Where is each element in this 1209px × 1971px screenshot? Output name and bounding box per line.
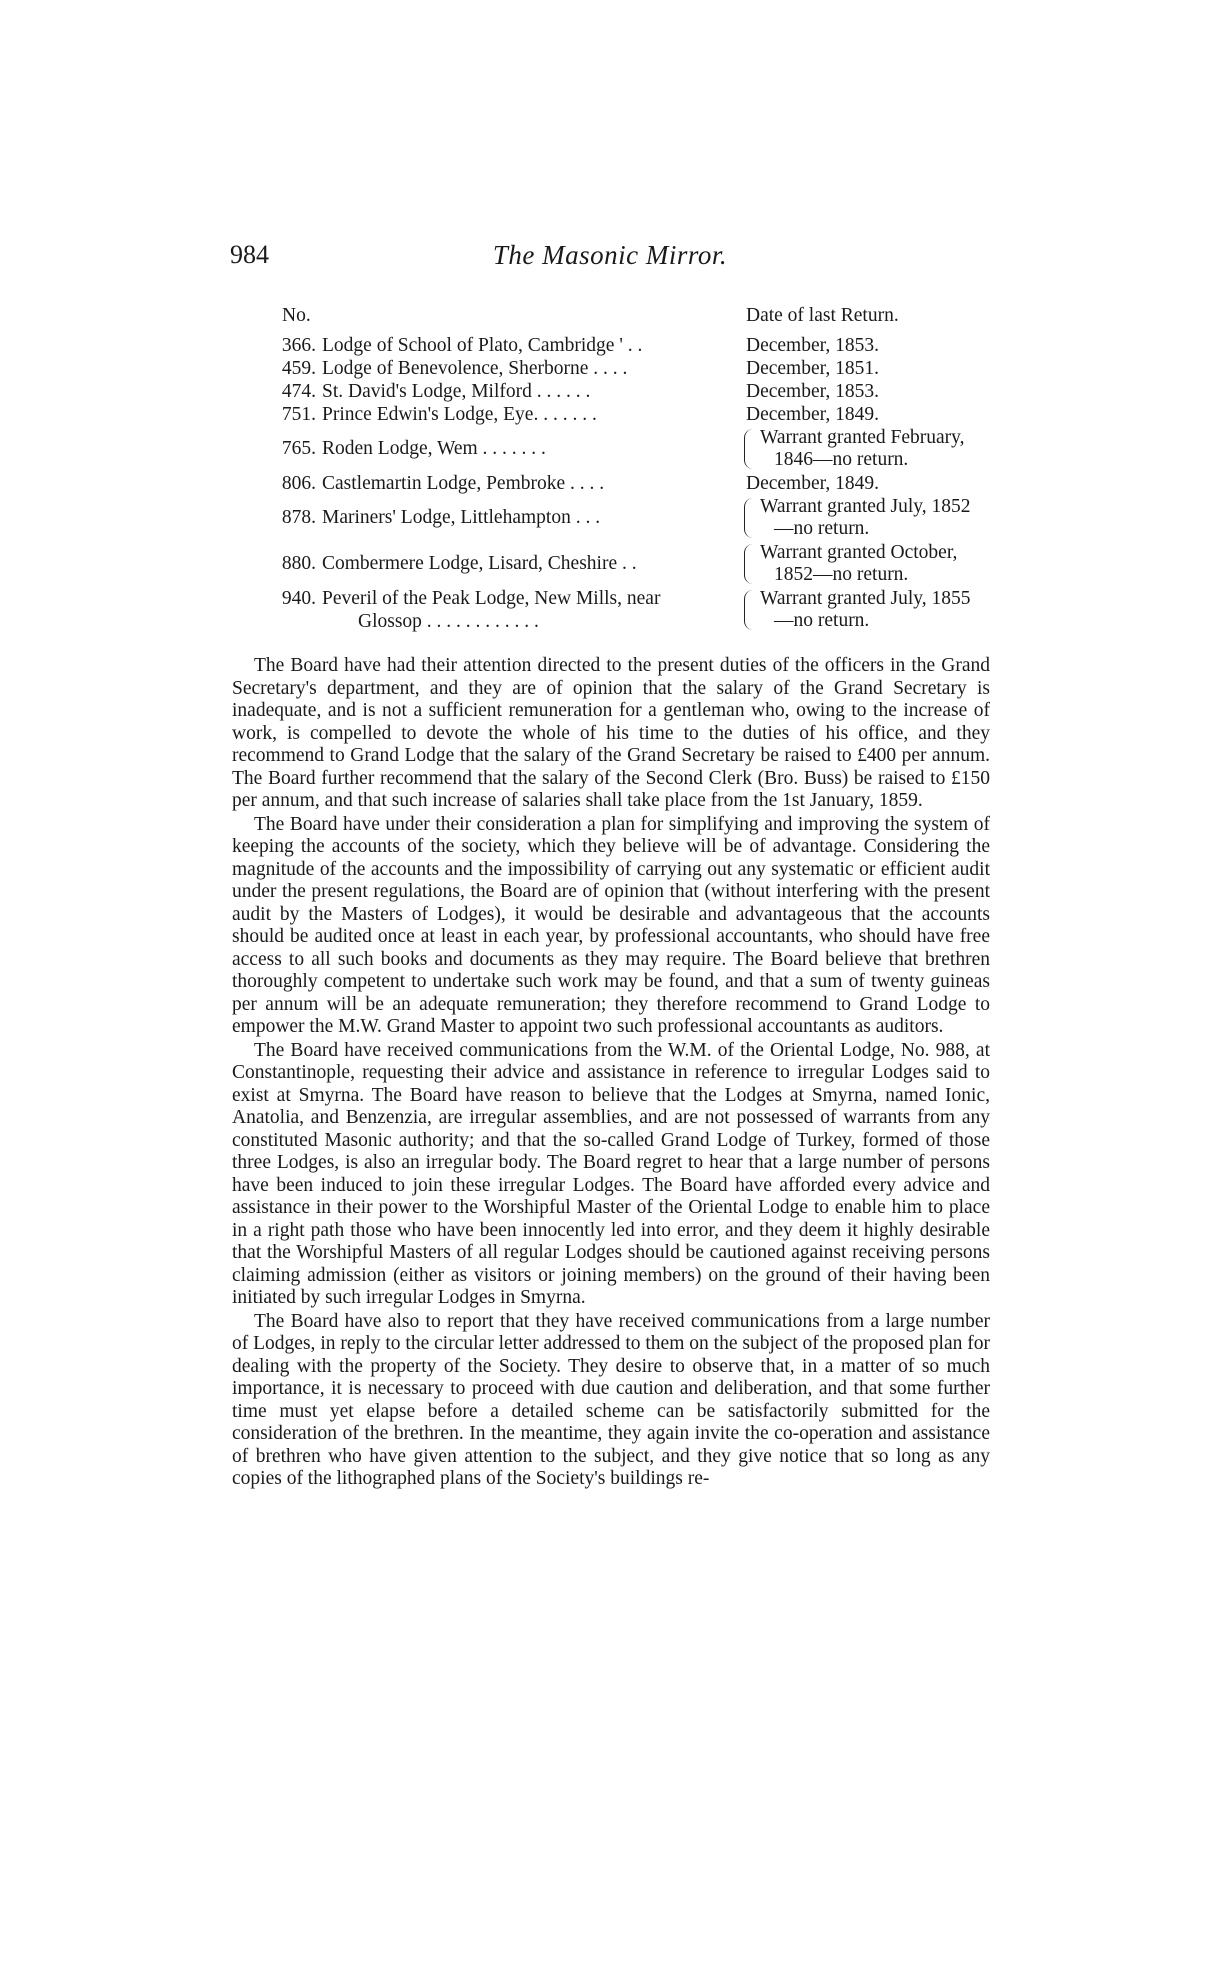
lodge-name: St. David's Lodge, Milford . . . . . .	[322, 381, 591, 402]
lodge-number: 880.	[281, 553, 316, 574]
lodge-name-line-2: Glossop . . . . . . . . . . . .	[358, 611, 539, 632]
return-line-1: Warrant granted October,	[760, 542, 958, 563]
lodge-number: 940.	[281, 588, 316, 609]
column-header-no: No.	[282, 305, 311, 326]
lodge-number: 366.	[281, 335, 316, 356]
last-return-date	[760, 496, 1000, 540]
last-return-date: December, 1849.	[746, 404, 879, 425]
last-return-date: December, 1853.	[746, 381, 879, 402]
lodge-number: 459.	[281, 358, 316, 379]
lodge-name: Mariners' Lodge, Littlehampton . . .	[322, 507, 601, 528]
lodge-returns-table	[268, 305, 990, 634]
lodge-number: 751.	[281, 404, 316, 425]
lodge-name: Lodge of Benevolence, Sherborne . . . .	[322, 358, 628, 379]
last-return-date: December, 1851.	[746, 358, 879, 379]
last-return-date	[760, 588, 1000, 632]
lodge-name: Roden Lodge, Wem . . . . . . .	[322, 438, 546, 459]
return-line-1: Warrant granted July, 1855	[760, 588, 971, 609]
table-header	[268, 305, 990, 335]
page-number: 984	[230, 240, 269, 269]
brace-mark	[744, 590, 755, 630]
lodge-name: Lodge of School of Plato, Cambridge ' . .	[322, 335, 643, 356]
lodge-number: 765.	[281, 438, 316, 459]
table-row	[268, 404, 990, 427]
return-line-2: —no return.	[774, 518, 870, 539]
last-return-date: December, 1853.	[746, 335, 879, 356]
brace-mark	[744, 429, 755, 469]
return-line-2: 1846—no return.	[774, 449, 909, 470]
column-header-date: Date of last Return.	[746, 305, 899, 326]
lodge-name: Combermere Lodge, Lisard, Cheshire . .	[322, 553, 637, 574]
body-text	[232, 655, 990, 1492]
lodge-name-line-1: Peveril of the Peak Lodge, New Mills, near	[322, 588, 661, 609]
lodge-number: 474.	[281, 381, 316, 402]
running-title: The Masonic Mirror.	[492, 240, 728, 270]
table-row	[268, 496, 990, 542]
paragraph-secretary-salary: The Board have had their attention directed to the present duties of the officers in the Grand Secretary's department, and they are of opinion that the salary of the Grand Secretary is inadequate, and is not a sufficient remuneration for a gentleman who, owing to the increase of work, is compelled to devote the whole of his time to the duties of his office, and they recommend to Grand Lodge that the salary of the Grand Secretary be raised to £400 per annum. The Board further recommend that the salary of the Second Clerk (Bro. Buss) be raised to £150 per annum, and that such increase of salaries shall take place from the 1st January, 1859.	[232, 655, 990, 811]
last-return-date	[760, 427, 1000, 471]
lodge-number: 878.	[281, 507, 316, 528]
table-row	[268, 335, 990, 358]
paragraph-smyrna-lodges: The Board have received communications from the W.M. of the Oriental Lodge, No. 988, at Constantinople, requesting their advice and assistance in reference to irregular Lodges said to exist at Smyrna. The Board have reason to believe that the Lodges at Smyrna, named Ionic, Anatolia, and Benzenzia, are irregular assemblies, and are not possessed of warrants from any constituted Masonic authority; and that the so-called Grand Lodge of Turkey, formed of those three Lodges, is also an irregular body. The Board regret to hear that a large number of persons have been induced to join these irregular Lodges. The Board have afforded every advice and assistance in their power to the Worshipful Master of the Oriental Lodge to enable him to place in a right path those who have been innocently led into error, and they deem it highly desirable that the Worshipful Masters of all regular Lodges should be cautioned against receiving persons claiming admission (either as visitors or joining members) on the ground of their having been initiated by such irregular Lodges in Smyrna.	[232, 1039, 990, 1308]
table-row	[268, 381, 990, 404]
lodge-number: 806.	[281, 473, 316, 494]
lodge-name: Castlemartin Lodge, Pembroke . . . .	[322, 473, 605, 494]
table-row	[268, 542, 990, 588]
return-line-1: Warrant granted February,	[760, 427, 965, 448]
last-return-date: December, 1849.	[746, 473, 879, 494]
table-row	[268, 427, 990, 473]
return-line-2: —no return.	[774, 610, 870, 631]
return-line-1: Warrant granted July, 1852	[760, 496, 971, 517]
lodge-name: Prince Edwin's Lodge, Eye. . . . . . .	[322, 404, 597, 425]
last-return-date	[760, 542, 1000, 586]
table-row	[268, 473, 990, 496]
return-line-2: 1852—no return.	[774, 564, 909, 585]
brace-mark	[744, 544, 755, 584]
paragraph-society-property: The Board have also to report that they have received communications from a large number of Lodges, in reply to the circular letter addressed to them on the subject of the proposed plan for dealing with the property of the Society. They desire to observe that, in a matter of so much importance, it is necessary to proceed with due caution and deliberation, and that some further time must yet elapse before a detailed scheme can be satisfactorily submitted for the consideration of the brethren. In the meantime, they again invite the co-operation and assistance of brethren who have given attention to the subject, and they give notice that so long as any copies of the lithographed plans of the Society's buildings re-	[232, 1310, 990, 1489]
table-row	[268, 588, 990, 634]
table-row	[268, 358, 990, 381]
paragraph-accounts-audit: The Board have under their consideration a plan for simplifying and improving the system of keeping the accounts of the society, which they believe will be of advantage. Considering the magnitude of the accounts and the impossibility of carrying out any systematic or efficient audit under the present regulations, the Board are of opinion that (without interfering with the present audit by the Masters of Lodges), it would be desirable and advantageous that the accounts should be audited once at least in each year, by professional accountants, who should have free access to all such books and documents as they may require. The Board believe that brethren thoroughly competent to undertake such work may be found, and that a sum of twenty guineas per annum will be an adequate remuneration; they therefore recommend to Grand Lodge to empower the M.W. Grand Master to appoint two such professional accountants as auditors.	[232, 813, 990, 1037]
page-header	[230, 240, 990, 280]
brace-mark	[744, 498, 755, 538]
